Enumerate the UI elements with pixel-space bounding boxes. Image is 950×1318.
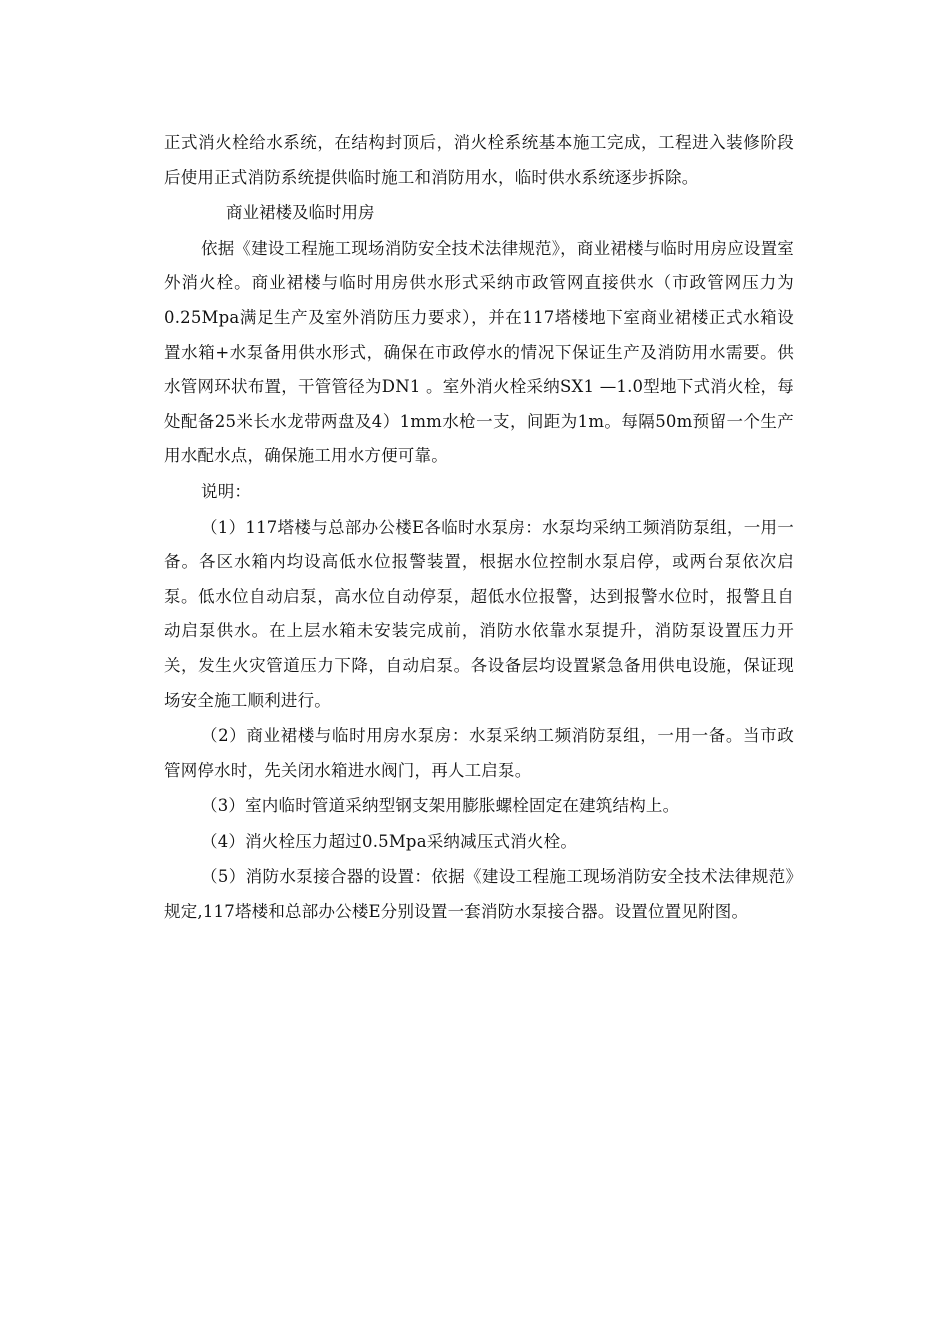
- notes-label: 说明：: [201, 481, 252, 501]
- section-heading: 商业裙楼及临时用房: [226, 203, 375, 223]
- note-item-3: （3）室内临时管道采纳型钢支架用膨胀螺栓固定在建筑结构上。: [201, 796, 680, 816]
- paragraph-hydrant-spec: 依据《建设工程施工现场消防安全技术法律规范》，商业裙楼与临时用房应设置室外消火栓。商业裙楼与临时用房供水形式采纳市政管网直接供水（市政管网压力为0.25Mpa满足生产及室外消防压力要求），并在117塔楼地下室商业裙楼正式水箱设置水箱+水泵备用供水形式，确保在市政停水的情况下保证生产及消防用水需要。供水管网环状布置，干管管径为DN1 。室外消火栓采纳SX1 —1.0型地下式消火栓，每处配备25米长水龙带两盘及4）1mm水枪一支，间距为1m。每隔50m预留一个生产用水配水点，确保施工用水方便可靠。: [164, 238, 794, 466]
- document-body: [164, 126, 794, 930]
- note-item-5: （5）消防水泵接合器的设置：依据《建设工程施工现场消防安全技术法律规范》规定,117塔楼和总部办公楼E分别设置一套消防水泵接合器。设置位置见附图。: [164, 867, 794, 922]
- note-item-2: （2）商业裙楼与临时用房水泵房：水泵采纳工频消防泵组，一用一备。当市政管网停水时，先关闭水箱进水阀门，再人工启泵。: [164, 726, 794, 780]
- paragraph-intro: 正式消火栓给水系统，在结构封顶后，消火栓系统基本施工完成，工程进入装修阶段后使用正式消防系统提供临时施工和消防用水，临时供水系统逐步拆除。: [164, 133, 794, 187]
- note-item-4: （4）消火栓压力超过0.5Mpa采纳减压式消火栓。: [201, 831, 578, 851]
- note-item-1: （1）117塔楼与总部办公楼E各临时水泵房：水泵均采纳工频消防泵组，一用一备。各区水箱内均设高低水位报警装置，根据水位控制水泵启停，或两台泵依次启泵。低水位自动启泵，高水位自动停泵，超低水位报警，达到报警水位时，报警且自动启泵供水。在上层水箱未安装完成前，消防水依靠水泵提升，消防泵设置压力开关，发生火灾管道压力下降，自动启泵。各设备层均设置紧急备用供电设施，保证现场安全施工顺利进行。: [164, 517, 794, 710]
